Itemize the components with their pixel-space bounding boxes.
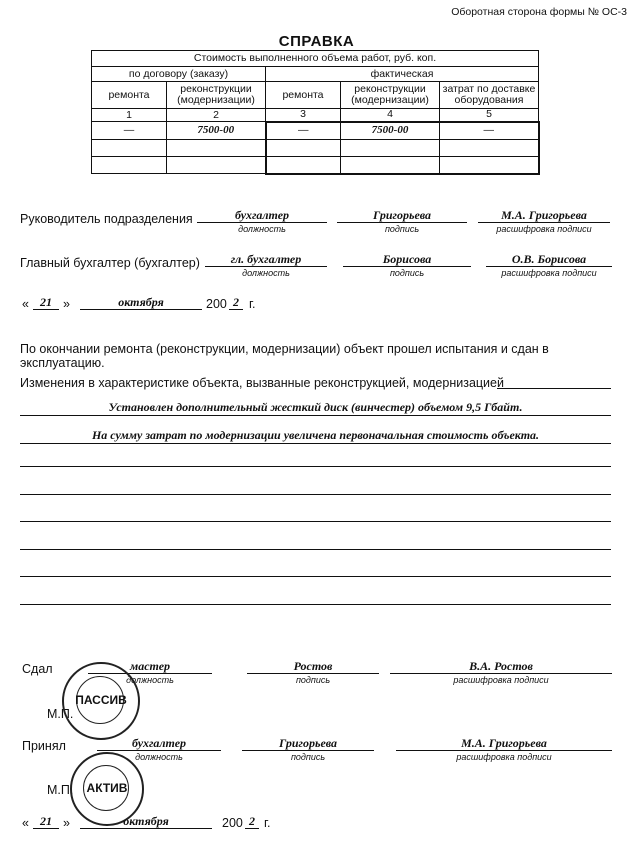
date-year-suffix: г. [264, 816, 271, 830]
column-number: 5 [440, 109, 539, 122]
stamp-passive [62, 662, 140, 740]
table-cell: 7500-00 [341, 122, 440, 140]
column-header: реконструкции (модернизации) [341, 82, 440, 109]
blank-line [20, 521, 611, 522]
stamp-word: ПАССИВ [75, 693, 127, 707]
date-year-prefix: 200 [222, 816, 243, 830]
table-cell [440, 140, 539, 157]
changes-line [497, 388, 611, 389]
blank-line [20, 576, 611, 577]
column-number: 2 [167, 109, 266, 122]
column-header: затрат по доставке оборудования [440, 82, 539, 109]
blank-line [20, 549, 611, 550]
date-day: 21 [33, 814, 59, 829]
table-cell [440, 157, 539, 174]
caption-signature: подпись [384, 224, 420, 234]
date-month: октября [80, 295, 202, 310]
handed-signature: Ростов [247, 659, 379, 674]
form-side-note: Оборотная сторона формы № ОС-3 [451, 6, 627, 18]
chief-position: гл. бухгалтер [205, 252, 327, 267]
handed-name: В.А. Ростов [390, 659, 612, 674]
chief-signature: Борисова [343, 252, 471, 267]
column-number: 4 [341, 109, 440, 122]
caption-signature: подпись [290, 752, 326, 762]
table-cell [341, 140, 440, 157]
table-row [92, 140, 539, 157]
date-month: октября [80, 814, 212, 829]
column-number: 3 [266, 109, 341, 122]
caption-signature: подпись [295, 675, 331, 685]
table-cell [92, 157, 167, 174]
head-of-division-label: Руководитель подразделения [20, 212, 193, 226]
date-day: 21 [33, 295, 59, 310]
received-name: М.А. Григорьева [396, 736, 612, 751]
caption-name: расшифровка подписи [453, 675, 549, 685]
blank-line [20, 466, 611, 467]
chief-accountant-label: Главный бухгалтер (бухгалтер) [20, 256, 200, 270]
table-row [92, 122, 539, 140]
handed-label: Сдал [22, 662, 53, 676]
table-cell: — [92, 122, 167, 140]
date-close-quote: » [63, 297, 70, 311]
head-name: М.А. Григорьева [478, 208, 610, 223]
table-cell [167, 157, 266, 174]
mp-label: М.П. [47, 783, 74, 797]
stamp-word: АКТИВ [86, 781, 128, 795]
column-header: ремонта [266, 82, 341, 109]
date-year-digit: 2 [245, 814, 259, 829]
caption-position: должность [238, 224, 286, 234]
group-contract-header: по договору (заказу) [92, 67, 266, 82]
table-cell: — [440, 122, 539, 140]
received-label: Принял [22, 739, 66, 753]
head-signature: Григорьева [337, 208, 467, 223]
received-signature: Григорьева [242, 736, 374, 751]
caption-position: должность [126, 675, 174, 685]
changes-entry: На сумму затрат по модернизации увеличена первоначальная стоимость объекта. [20, 428, 611, 444]
table-cell [167, 140, 266, 157]
caption-position: должность [135, 752, 183, 762]
table-cell [341, 157, 440, 174]
document-title: СПРАВКА [278, 33, 355, 50]
blank-line [20, 604, 611, 605]
changes-label: Изменения в характеристике объекта, вызванные реконструкцией, модернизацией [20, 376, 504, 390]
date-close-quote: » [63, 816, 70, 830]
table-row [92, 157, 539, 174]
table-cell: 7500-00 [167, 122, 266, 140]
date-open-quote: « [22, 297, 29, 311]
date-open-quote: « [22, 816, 29, 830]
column-number: 1 [92, 109, 167, 122]
received-position: бухгалтер [97, 736, 221, 751]
date-year-suffix: г. [249, 297, 256, 311]
caption-name: расшифровка подписи [496, 224, 592, 234]
table-cell: — [266, 122, 341, 140]
head-position: бухгалтер [197, 208, 327, 223]
chief-name: О.В. Борисова [486, 252, 612, 267]
mp-label: М.П. [47, 707, 74, 721]
group-actual-header: фактическая [266, 67, 539, 82]
caption-signature: подпись [389, 268, 425, 278]
table-cell [266, 140, 341, 157]
table-caption: Стоимость выполненного объема работ, руб. коп. [92, 51, 539, 67]
blank-line [20, 494, 611, 495]
cost-table [91, 50, 540, 175]
caption-name: расшифровка подписи [501, 268, 597, 278]
date-year-prefix: 200 [206, 297, 227, 311]
caption-name: расшифровка подписи [456, 752, 552, 762]
table-cell [92, 140, 167, 157]
changes-entry: Установлен дополнительный жесткий диск (винчестер) объемом 9,5 Гбайт. [20, 400, 611, 416]
handed-position: мастер [88, 659, 212, 674]
date-year-digit: 2 [229, 295, 243, 310]
column-header: ремонта [92, 82, 167, 109]
table-cell [266, 157, 341, 174]
caption-position: должность [242, 268, 290, 278]
acceptance-statement: По окончании ремонта (реконструкции, модернизации) объект прошел испытания и сдан в эксплуатацию. [20, 342, 549, 370]
column-header: реконструкции (модернизации) [167, 82, 266, 109]
